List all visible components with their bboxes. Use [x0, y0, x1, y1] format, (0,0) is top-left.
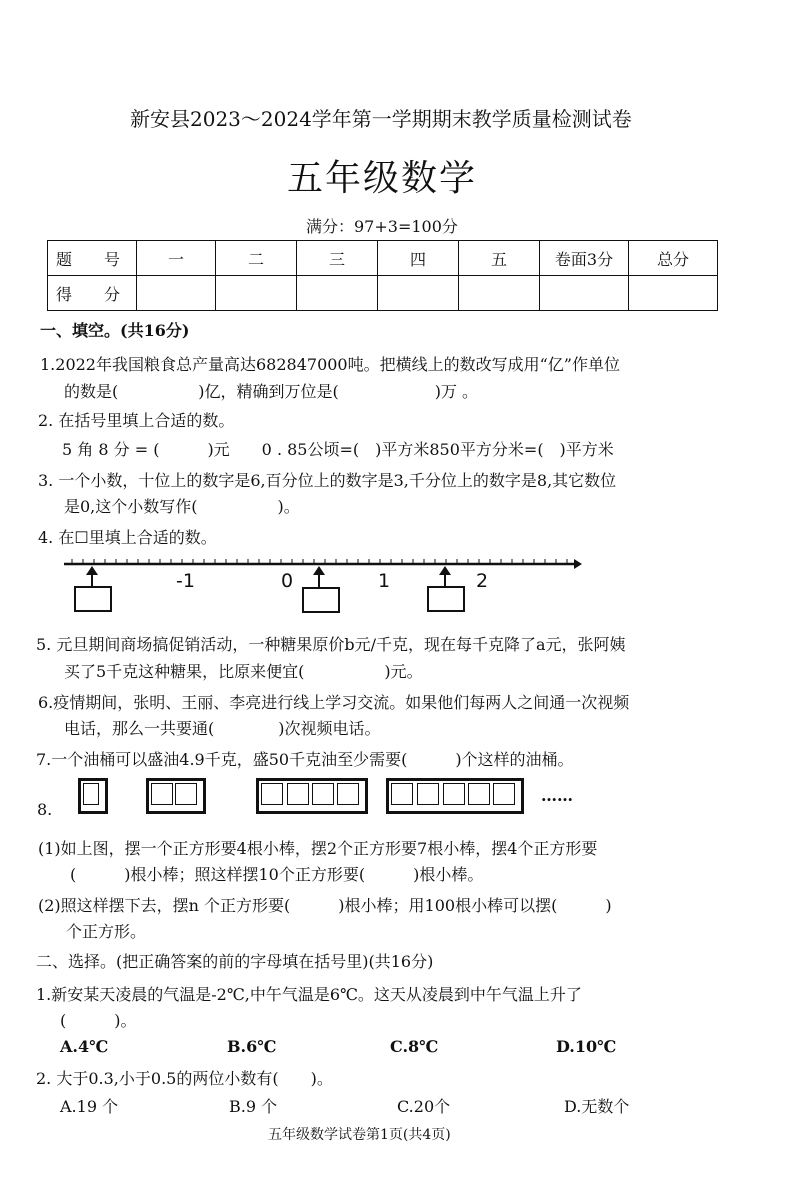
stick-square-inner — [175, 783, 197, 805]
exam-title: 新安县2023～2024学年第一学期期末教学质量检测试卷 — [130, 107, 632, 131]
q3-line1: 3. 一个小数，十位上的数字是6,百分位上的数字是3,千分位上的数字是8,其它数位 — [38, 471, 617, 490]
s2-q1-option-b: B.6℃ — [227, 1037, 277, 1056]
score-table-score-row — [48, 276, 718, 311]
score-cell-blank[interactable] — [297, 276, 378, 311]
stick-square-inner — [337, 783, 359, 805]
score-cell-header: 五 — [459, 241, 540, 276]
answer-box[interactable] — [427, 586, 465, 612]
answer-box[interactable] — [74, 586, 112, 612]
score-table — [47, 240, 718, 311]
score-cell-blank[interactable] — [629, 276, 718, 311]
score-table-header-row — [48, 241, 718, 276]
stick-square-inner — [493, 783, 515, 805]
score-cell-header: 四 — [378, 241, 459, 276]
q1-line2: 的数是( )亿，精确到万位是( )万 。 — [64, 382, 479, 401]
stick-square-inner — [312, 783, 334, 805]
q8-1-line1: (1)如上图，摆一个正方形要4根小棒，摆2个正方形要7根小棒，摆4个正方形要 — [38, 839, 598, 858]
arrow-shaft — [91, 574, 93, 586]
full-score: 满分：97+3=100分 — [306, 217, 458, 236]
score-cell-label: 题 号 — [48, 241, 137, 276]
section1-heading: 一、填空。(共16分) — [40, 321, 190, 340]
score-cell-blank[interactable] — [216, 276, 297, 311]
q2-line1: 2. 在括号里填上合适的数。 — [38, 411, 235, 430]
q6-line1: 6.疫情期间，张明、王丽、李亮进行线上学习交流。如果他们每两人之间通一次视频 — [38, 693, 630, 712]
stick-square-inner — [287, 783, 309, 805]
q7-line1: 7.一个油桶可以盛油4.9千克，盛50千克油至少需要( )个这样的油桶。 — [36, 750, 574, 769]
stick-square-inner — [261, 783, 283, 805]
score-cell-header: 一 — [137, 241, 216, 276]
q8-number: 8. — [37, 800, 53, 819]
s2-q1-option-d: D.10℃ — [556, 1037, 617, 1056]
numberline-label-minus1: -1 — [176, 570, 195, 592]
stick-square-inner — [417, 783, 439, 805]
score-cell-header: 二 — [216, 241, 297, 276]
page-footer: 五年级数学试卷第1页(共4页) — [268, 1127, 451, 1143]
s2-q2-line1: 2. 大于0.3,小于0.5的两位小数有( )。 — [36, 1069, 333, 1088]
stick-square-inner — [151, 783, 173, 805]
s2-q2-option-b: B.9 个 — [229, 1097, 278, 1116]
numberline-label-0: 0 — [281, 570, 294, 592]
subject-title: 五年级数学 — [287, 158, 478, 199]
q2-line2: 5 角 8 分 = ( )元 0 . 85公顷=( )平方米850平方分米=( )平方米 — [62, 440, 614, 459]
q8-1-line2: ( )根小棒；照这样摆10个正方形要( )根小棒。 — [70, 865, 484, 884]
s2-q1-option-a: A.4℃ — [60, 1037, 109, 1056]
q1-line1: 1.2022年我国粮食总产量高达682847000吨。把横线上的数改写成用“亿”作单位 — [40, 355, 620, 374]
q6-line2: 电话，那么一共要通( )次视频电话。 — [64, 719, 381, 738]
arrow-shaft — [318, 574, 320, 587]
score-cell-label: 得 分 — [48, 276, 137, 311]
s2-q1-line1: 1.新安某天凌晨的气温是-2℃,中午气温是6℃。这天从凌晨到中午气温上升了 — [36, 985, 582, 1004]
s2-q1-line2: ( )。 — [60, 1011, 137, 1030]
score-cell-blank[interactable] — [378, 276, 459, 311]
s2-q2-option-c: C.20个 — [397, 1097, 451, 1116]
q4-line1: 4. 在☐里填上合适的数。 — [38, 528, 217, 547]
score-cell-header: 三 — [297, 241, 378, 276]
s2-q2-option-d: D.无数个 — [564, 1097, 630, 1116]
score-cell-header: 卷面3分 — [540, 241, 629, 276]
q5-line1: 5. 元旦期间商场搞促销活动，一种糖果原价b元/千克，现在每千克降了a元，张阿姨 — [36, 635, 626, 654]
score-cell-blank[interactable] — [540, 276, 629, 311]
score-cell-header: 总分 — [629, 241, 718, 276]
stick-square-inner — [391, 783, 413, 805]
score-cell-blank[interactable] — [137, 276, 216, 311]
numberline-label-2: 2 — [476, 570, 489, 592]
stick-square-inner — [83, 783, 99, 805]
score-cell-blank[interactable] — [459, 276, 540, 311]
stick-square-inner — [443, 783, 465, 805]
s2-q2-option-a: A.19 个 — [60, 1097, 119, 1116]
q8-2-line2: 个正方形。 — [66, 922, 147, 941]
stick-square-inner — [468, 783, 490, 805]
section2-heading: 二、选择。(把正确答案的前的字母填在括号里)(共16分) — [36, 952, 434, 971]
numberline-label-1: 1 — [378, 570, 391, 592]
arrow-shaft — [444, 574, 446, 586]
q8-ellipsis: …… — [541, 786, 573, 805]
q5-line2: 买了5千克这种糖果，比原来便宜( )元。 — [64, 662, 423, 681]
answer-box[interactable] — [302, 587, 340, 613]
s2-q1-option-c: C.8℃ — [390, 1037, 439, 1056]
q8-2-line1: (2)照这样摆下去，摆n 个正方形要( )根小棒；用100根小棒可以摆( ) — [38, 896, 612, 915]
q3-line2: 是0,这个小数写作( )。 — [64, 497, 300, 516]
